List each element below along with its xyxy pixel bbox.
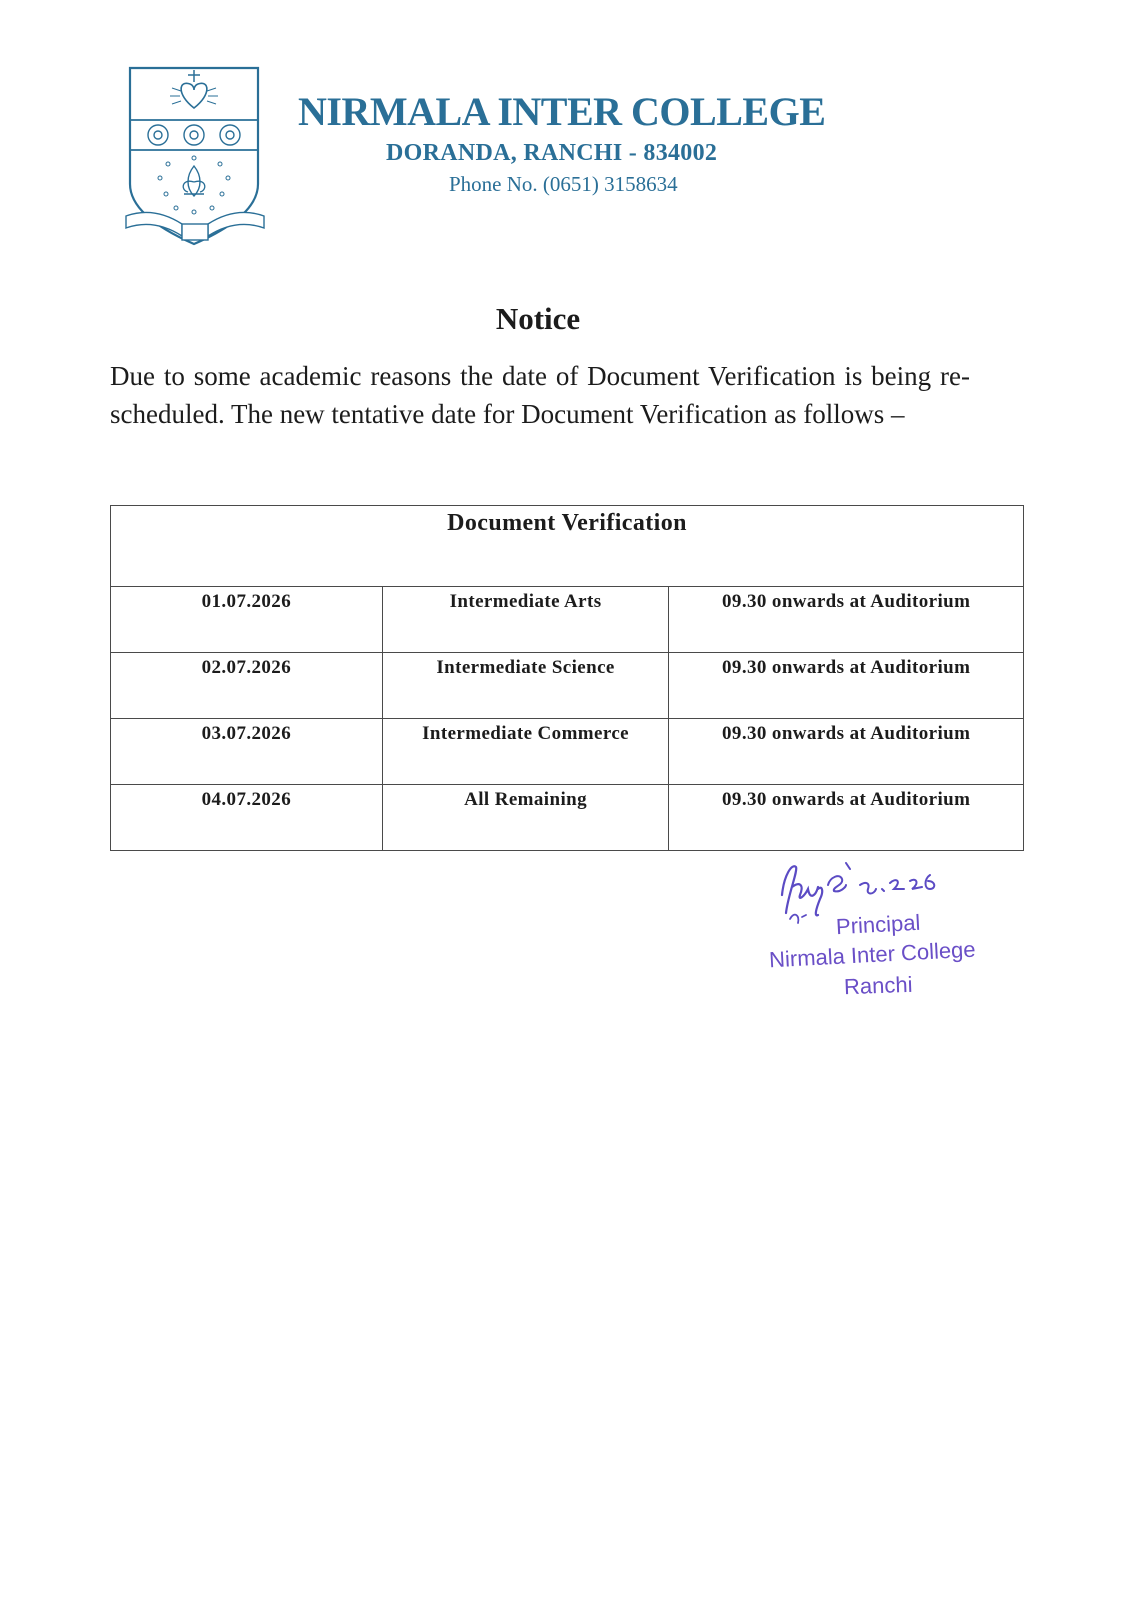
row-date: 03.07.2026: [111, 719, 383, 785]
notice-body: Due to some academic reasons the date of Document Verification is being re-scheduled. The new tentative date for Document Verification as follows –: [110, 361, 970, 429]
row-stream: All Remaining: [382, 785, 669, 851]
row-details: 09.30 onwards at Auditorium: [669, 653, 1024, 719]
row-date: 04.07.2026: [111, 785, 383, 851]
table-row: [111, 653, 1024, 719]
table-title: Document Verification: [111, 506, 1024, 587]
notice-title: Notice: [495, 301, 581, 336]
table-row: [111, 785, 1024, 851]
stamp-principal: Principal: [835, 909, 921, 940]
row-details: 09.30 onwards at Auditorium: [669, 719, 1024, 785]
verification-schedule-table: [110, 505, 1024, 851]
row-date: 02.07.2026: [111, 653, 383, 719]
row-date: 01.07.2026: [111, 587, 383, 653]
college-crest-logo: [124, 66, 266, 252]
college-name: NIRMALA INTER COLLEGE: [298, 89, 826, 134]
table-row: [111, 719, 1024, 785]
row-details: 09.30 onwards at Auditorium: [669, 587, 1024, 653]
stamp-city: Ranchi: [843, 971, 913, 1000]
row-details: 09.30 onwards at Auditorium: [669, 785, 1024, 851]
row-stream: Intermediate Commerce: [382, 719, 669, 785]
table-row: [111, 587, 1024, 653]
row-stream: Intermediate Arts: [382, 587, 669, 653]
stamp-college: Nirmala Inter College: [768, 936, 977, 973]
college-address: DORANDA, RANCHI - 834002: [386, 140, 718, 166]
college-phone: Phone No. (0651) 3158634: [449, 172, 678, 196]
row-stream: Intermediate Science: [382, 653, 669, 719]
